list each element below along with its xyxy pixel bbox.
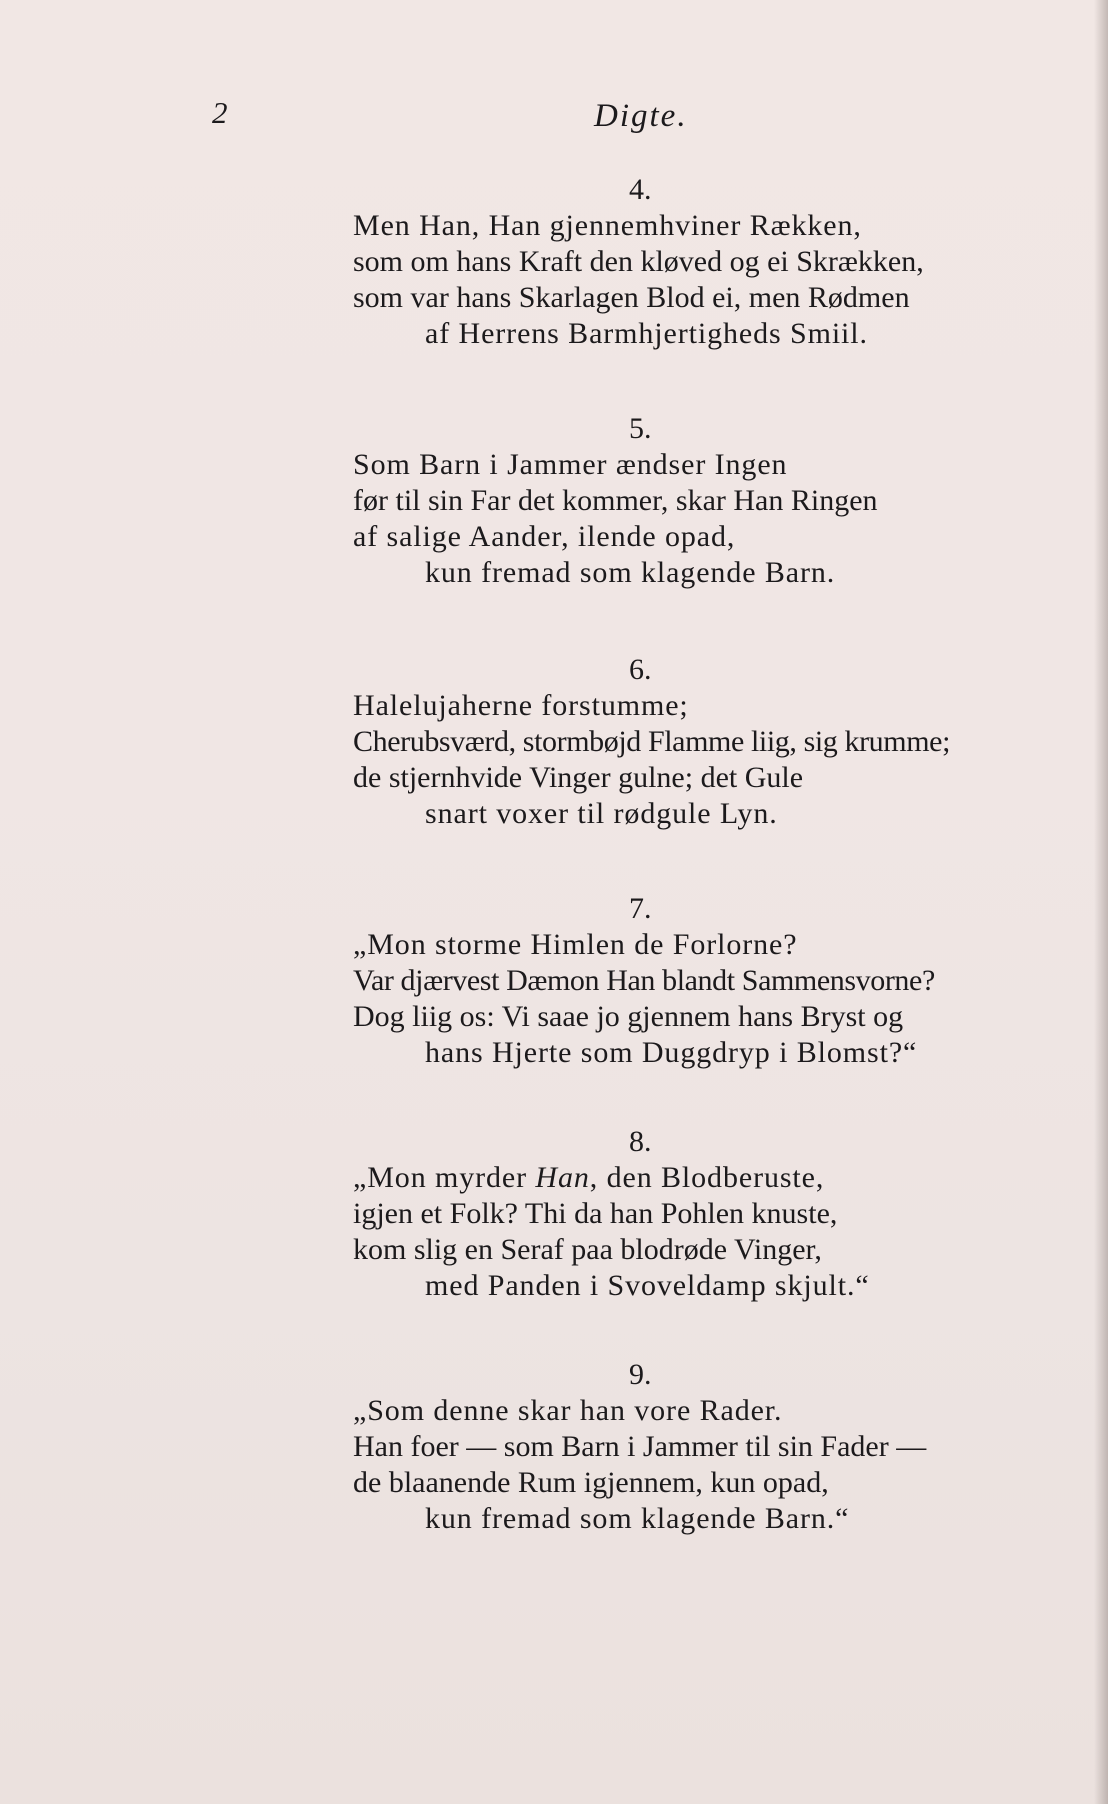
verse-line: af Herrens Barmhjertigheds Smiil. bbox=[425, 317, 868, 350]
verse-line bbox=[353, 1160, 1053, 1196]
verse-line: kun fremad som klagende Barn. bbox=[425, 556, 836, 589]
verse-line: de blaanende Rum igjennem, kun opad, bbox=[353, 1466, 829, 1499]
verse-line: af salige Aander, ilende opad, bbox=[353, 520, 736, 553]
verse-line: med Panden i Svoveldamp skjult.“ bbox=[425, 1269, 870, 1302]
verse-fragment: , den Blodberuste, bbox=[589, 1161, 825, 1194]
verse-fragment: „Mon myrder bbox=[353, 1161, 536, 1194]
stanza-6 bbox=[353, 652, 1053, 832]
verse-line: igjen et Folk? Thi da han Pohlen knuste, bbox=[353, 1197, 838, 1230]
stanza-number: 9. bbox=[629, 1358, 652, 1391]
stanza-4 bbox=[353, 172, 1053, 352]
verse-line: Dog liig os: Vi saae jo gjennem hans Bryst og bbox=[353, 1000, 904, 1033]
verse-line: som var hans Skarlagen Blod ei, men Rødmen bbox=[353, 281, 910, 314]
verse-line: Halelujaherne forstumme; bbox=[353, 689, 689, 722]
stanza-number: 4. bbox=[629, 173, 652, 206]
verse-line: Cherubsværd, stormbøjd Flamme liig, sig krumme; bbox=[353, 725, 951, 758]
verse-line: hans Hjerte som Duggdryp i Blomst?“ bbox=[425, 1036, 918, 1069]
verse-line: „Mon storme Himlen de Forlorne? bbox=[353, 928, 798, 961]
stanza-number: 7. bbox=[629, 892, 652, 925]
verse-line: Som Barn i Jammer ændser Ingen bbox=[353, 448, 788, 481]
verse-line: før til sin Far det kommer, skar Han Ringen bbox=[353, 484, 878, 517]
running-title: Digte. bbox=[594, 98, 688, 134]
verse-line: snart voxer til rødgule Lyn. bbox=[425, 797, 778, 830]
stanza-7 bbox=[353, 891, 1053, 1071]
verse-line: Var djærvest Dæmon Han blandt Sammensvorne? bbox=[353, 964, 935, 997]
verse-line: Men Han, Han gjennemhviner Rækken, bbox=[353, 209, 862, 242]
stanza-number: 6. bbox=[629, 653, 652, 686]
verse-line: Han foer — som Barn i Jammer til sin Fader — bbox=[353, 1430, 927, 1463]
stanza-number: 5. bbox=[629, 412, 652, 445]
verse-line: som om hans Kraft den kløved og ei Skrækken, bbox=[353, 245, 924, 278]
verse-line: kun fremad som klagende Barn.“ bbox=[425, 1502, 850, 1535]
stanza-5 bbox=[353, 411, 1053, 591]
stanza-9 bbox=[353, 1357, 1053, 1537]
verse-line: „Som denne skar han vore Rader. bbox=[353, 1394, 783, 1427]
emphasized-word: Han bbox=[535, 1161, 590, 1194]
stanza-number: 8. bbox=[629, 1125, 652, 1158]
verse-line: kom slig en Seraf paa blodrøde Vinger, bbox=[353, 1233, 822, 1266]
stanza-8 bbox=[353, 1124, 1053, 1304]
page-number: 2 bbox=[212, 95, 228, 130]
verse-line: de stjernhvide Vinger gulne; det Gule bbox=[353, 761, 804, 794]
